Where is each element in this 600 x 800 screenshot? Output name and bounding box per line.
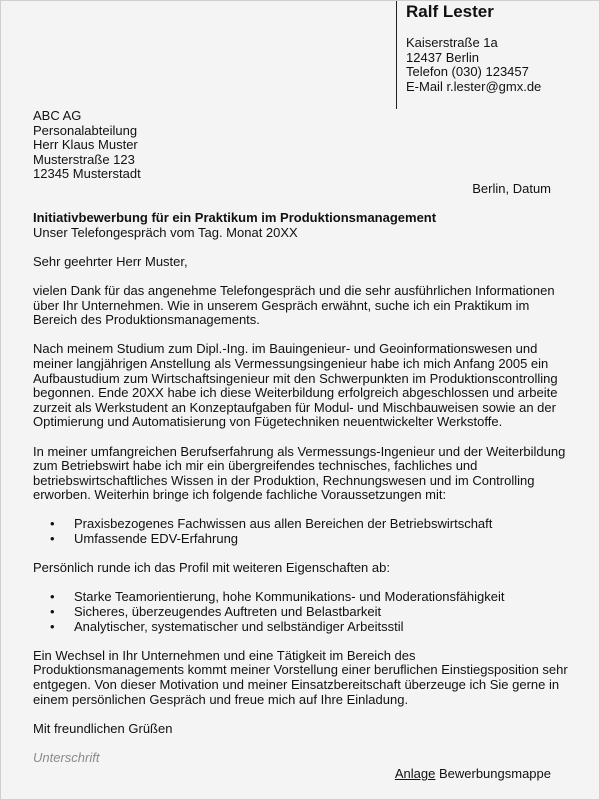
paragraph-line: entgegen. Von dieser Motivation und meiner Einsatzbereitschaft überzeuge ich Sie gerne in (33, 677, 560, 692)
sender-block (406, 1, 541, 94)
paragraph-line: Nach meinem Studium zum Dipl.-Ing. im Bauingenieur- und Geoinformationswesen und (33, 341, 538, 357)
paragraph-line: betriebswirtschaftliches Wissen in der Produktion, Rechnungswesen und im Controlling (33, 472, 535, 488)
list-item-text: Umfassende EDV-Erfahrung (74, 531, 239, 547)
sender-city: 12437 Berlin (406, 49, 479, 65)
bullet-icon: • (50, 516, 55, 532)
list-item (33, 620, 563, 635)
recipient-department: Personalabteilung (33, 122, 138, 138)
recipient-company: ABC AG (33, 108, 82, 123)
list-item (33, 590, 563, 605)
paragraph-closing (33, 647, 568, 707)
paragraph-line: meiner langjährigen Anstellung als Vermessungsingenieur habe ich mich Anfang 2005 ein (33, 355, 549, 371)
paragraph-line: erworben. Weiterhin bringe ich folgende fachliche Voraussetzungen mit: (33, 487, 447, 503)
enclosure-text: Bewerbungsmappe (438, 766, 551, 781)
sender-email: E-Mail r.lester@gmx.de (406, 78, 542, 94)
paragraph-line: über Ihr Unternehmen. Wie in unserem Gespräch erwähnt, suche ich ein Praktikum im (33, 297, 530, 313)
recipient-city: 12345 Musterstadt (33, 166, 141, 182)
paragraph-intro (33, 284, 563, 328)
sender-phone: Telefon (030) 123457 (406, 64, 529, 80)
paragraph-line: zum Betriebswirt habe ich mir ein übergreifendes technisches, fachliches und (33, 458, 478, 474)
paragraph-line: begonnen. Ende 20XX habe ich diese Weiterbildung erfolgreich abgeschlossen und arbeite (33, 385, 558, 401)
paragraph-experience (33, 443, 566, 503)
paragraph-line: Produktionsmanagements kommt meiner Vorstellung einer beruflichen Einstiegsposition sehr (33, 662, 568, 678)
paragraph-line: Aufbaustudium zum Wirtschaftsingenieur mit den Schwerpunkten im Produktionscontrolling (33, 370, 558, 386)
recipient-block (33, 109, 141, 182)
enclosure-line (395, 767, 551, 782)
place-date: Berlin, Datum (472, 181, 551, 196)
paragraph-line: In meiner umfangreichen Berufserfahrung als Vermessungs-Ingenieur und der Weiterbildung (33, 443, 566, 459)
sender-street: Kaiserstraße 1a (406, 35, 498, 50)
paragraph-education (33, 342, 563, 430)
paragraph-line: Ein Wechsel in Ihr Unternehmen und eine Tätigkeit im Bereich des (33, 647, 416, 663)
paragraph-line: zurzeit als Werkstudent an Konzeptaufgaben für Modul- und Mischbauweisen sowie an der (33, 399, 556, 415)
list-item (33, 517, 563, 532)
list-item-text: Analytischer, systematischer und selbständiger Arbeitsstil (74, 618, 404, 634)
paragraph-line: Optimierung und Automatisierung von Fügetechniken neuentwickelter Werkstoffe. (33, 414, 503, 430)
list-item-text: Praxisbezogenes Fachwissen aus allen Bereichen der Betriebswirtschaft (74, 516, 493, 532)
paragraph-line: vielen Dank für das angenehme Telefongespräch und die sehr ausführlichen Informationen (33, 282, 555, 298)
complimentary-close: Mit freundlichen Grüßen (33, 720, 173, 736)
subject-line: Initiativbewerbung für ein Praktikum im Produktionsmanagement (33, 210, 437, 225)
salutation: Sehr geehrter Herr Muster, (33, 253, 188, 269)
traits-intro: Persönlich runde ich das Profil mit weiteren Eigenschaften ab: (33, 560, 390, 576)
bullet-icon: • (50, 604, 55, 620)
paragraph-line: einem persönlichen Gespräch und freue mich auf Ihre Einladung. (33, 691, 409, 707)
traits-list (33, 590, 563, 634)
list-item (33, 532, 563, 547)
list-item (33, 605, 563, 620)
enclosure-label: Anlage (394, 766, 436, 781)
recipient-contact: Herr Klaus Muster (33, 137, 138, 153)
sender-name: Ralf Lester (406, 2, 494, 21)
subject-reference: Unser Telefongespräch vom Tag. Monat 20XX (33, 224, 298, 240)
letter-body (33, 210, 568, 736)
paragraph-line: Bereich des Produktionsmanagements. (33, 312, 260, 328)
signature-placeholder: Unterschrift (33, 750, 100, 765)
list-item-text: Starke Teamorientierung, hohe Kommunikations- und Moderationsfähigkeit (74, 589, 505, 605)
bullet-icon: • (50, 531, 55, 547)
qualifications-list (33, 517, 563, 546)
recipient-street: Musterstraße 123 (33, 151, 135, 167)
bullet-icon: • (50, 589, 55, 605)
sender-divider-line (396, 1, 397, 109)
bullet-icon: • (50, 618, 55, 634)
list-item-text: Sicheres, überzeugendes Auftreten und Belastbarkeit (74, 604, 382, 620)
